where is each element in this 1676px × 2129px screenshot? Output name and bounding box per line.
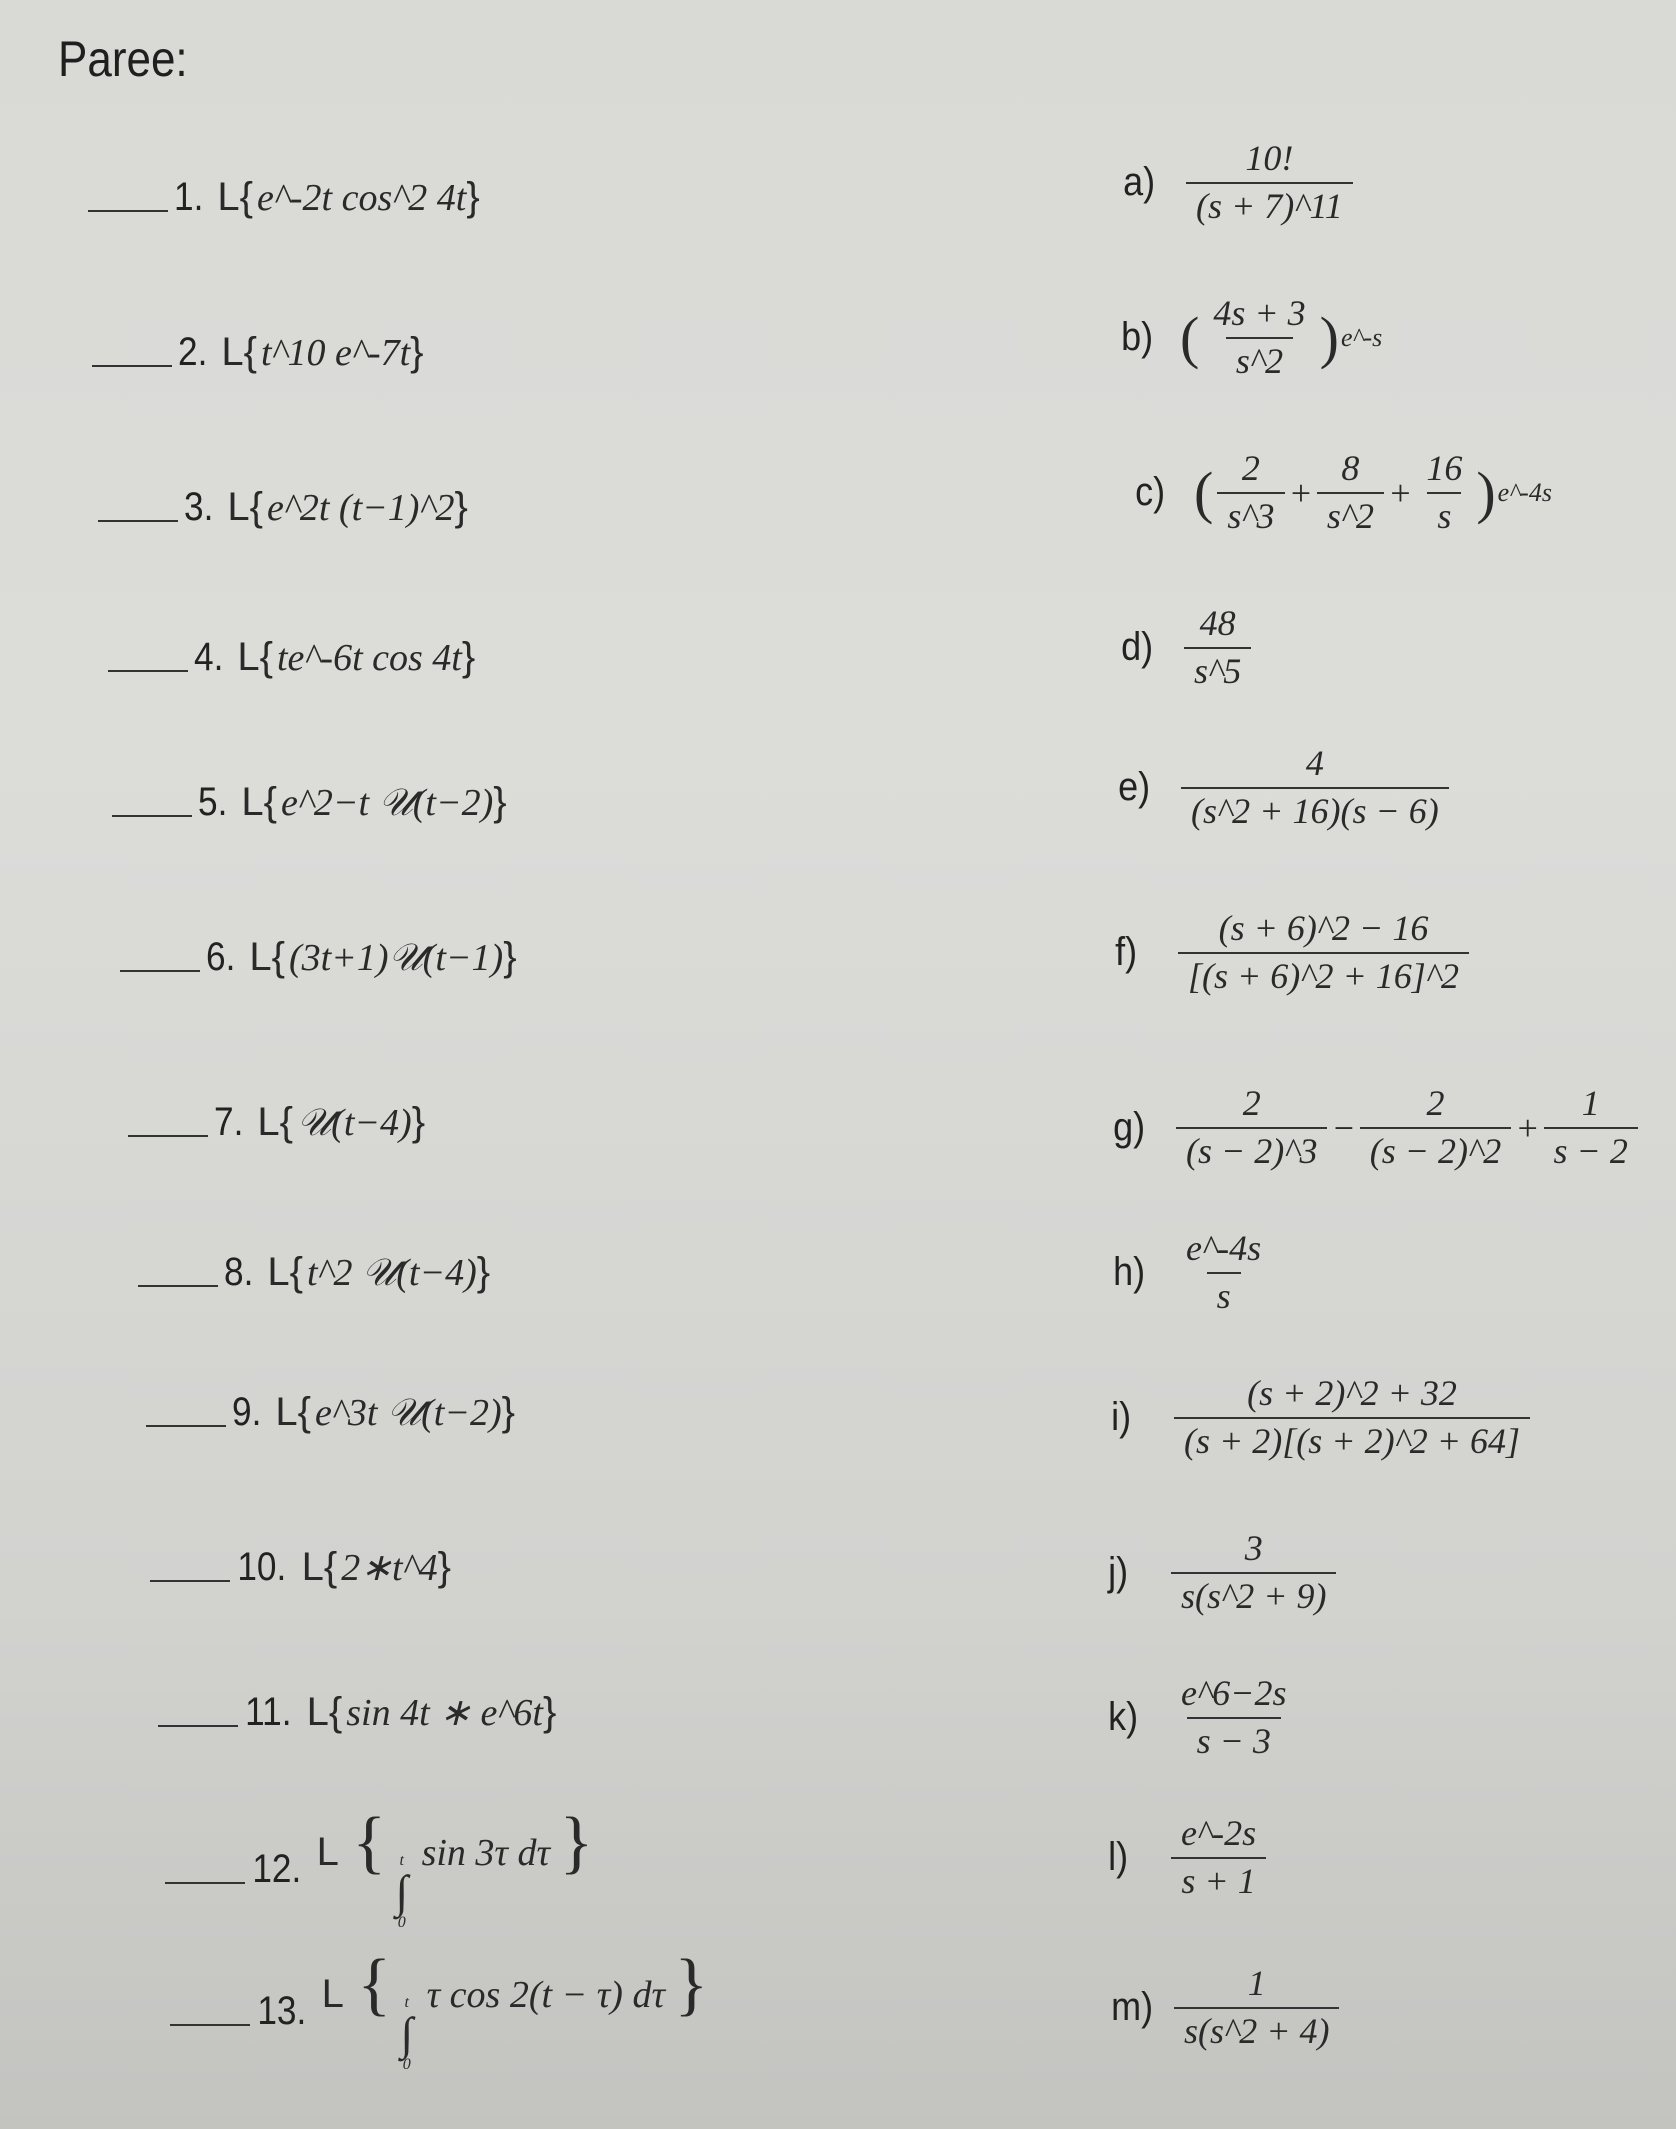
- problem-number: 11.: [245, 1690, 292, 1734]
- answer-letter: c): [1135, 470, 1166, 515]
- answer-blank-1[interactable]: [88, 184, 168, 212]
- answer-h: [1110, 1230, 1275, 1316]
- problem-expression: L{ sin 4t ∗ e^6t}: [306, 1690, 557, 1734]
- problem-11: [158, 1690, 560, 1735]
- problem-expression: L{ e^2t (t−1)^2}: [227, 485, 468, 529]
- problem-expression: L{ e^-2t cos^2 4t}: [217, 175, 480, 219]
- answer-blank-11[interactable]: [158, 1699, 238, 1727]
- fraction: $\frac{10!}{(s + 7)\^{}11}$: [1186, 140, 1353, 226]
- problem-expression: L{ e^3t 𝒰(t−2)}: [275, 1390, 515, 1434]
- problem-number: 6.: [206, 935, 236, 979]
- answer-a: [1120, 140, 1357, 226]
- problem-number: 12.: [252, 1847, 302, 1891]
- problem-expression: L{ 𝒰(t−4)}: [257, 1100, 426, 1144]
- answer-blank-6[interactable]: [120, 944, 200, 972]
- answer-blank-2[interactable]: [92, 339, 172, 367]
- fraction: $\frac{e\^{}-4s}{s}$: [1186, 1228, 1262, 1316]
- answer-blank-9[interactable]: [146, 1399, 226, 1427]
- problem-expression: L{ t^10 e^-7t}: [221, 330, 424, 374]
- problem-number: 3.: [184, 485, 214, 529]
- answer-letter: h): [1113, 1250, 1146, 1295]
- answer-letter: b): [1121, 315, 1154, 360]
- fraction: $\frac{2}{(s - 2)\^{}3}$: [1176, 1085, 1327, 1171]
- problem-expression: L { t ∫ 0 τ cos 2(t − τ) dτ }: [321, 1946, 709, 2073]
- answer-l: [1105, 1815, 1270, 1901]
- problem-expression: L{ 2∗t^4}: [301, 1545, 452, 1589]
- answer-m: [1108, 1965, 1343, 2051]
- answer-c: c) ( $\frac{2}{s\^{}3}$ + $\frac{8}{s\^{}2}$ + $\frac{16}{s}$ ) e^-4s: [1135, 448, 1552, 536]
- fraction: $\frac{2}{s\^{}3}$: [1217, 450, 1284, 536]
- problem-number: 10.: [237, 1545, 287, 1589]
- fraction: $\frac{16}{s}$: [1426, 448, 1463, 536]
- answer-blank-5[interactable]: [112, 789, 192, 817]
- fraction: $\frac{e\^{}-2s}{s + 1}$: [1171, 1815, 1266, 1901]
- fraction: $\frac{48}{s\^{}5}$: [1184, 605, 1251, 691]
- answer-j: [1105, 1530, 1340, 1616]
- problem-expression: L{ t^2 𝒰(t−4)}: [267, 1250, 491, 1294]
- problem-expression: L{ (3t+1)𝒰(t−1)}: [249, 935, 517, 979]
- answer-blank-7[interactable]: [128, 1109, 208, 1137]
- answer-f: [1112, 910, 1473, 996]
- problem-4: [108, 635, 479, 680]
- problem-7: [128, 1100, 429, 1145]
- problem-number: 2.: [178, 330, 208, 374]
- integral-sign: t ∫ 0: [400, 1994, 414, 2073]
- fraction: $\frac{3}{s(s\^{}2 + 9)}$: [1171, 1530, 1336, 1616]
- answer-blank-3[interactable]: [98, 494, 178, 522]
- fraction: $\frac{4s + 3}{s\^{}2}$: [1213, 293, 1306, 381]
- answer-b: b) ( $\frac{4s + 3}{s\^{}2}$ ) e^-s: [1121, 293, 1383, 381]
- problem-number: 1.: [174, 175, 204, 219]
- problem-expression: L{ e^2−t 𝒰(t−2)}: [241, 780, 507, 824]
- answer-letter: a): [1123, 160, 1156, 205]
- answer-blank-13[interactable]: [170, 1998, 250, 2026]
- problem-5: [112, 780, 511, 825]
- integral-sign: t ∫ 0: [395, 1852, 409, 1931]
- problem-12: [165, 1804, 594, 1931]
- close-brace: }: [674, 1946, 709, 2023]
- answer-d: [1118, 605, 1255, 691]
- answer-letter: g): [1113, 1105, 1146, 1150]
- answer-letter: k): [1108, 1695, 1139, 1740]
- open-brace: {: [357, 1946, 391, 2023]
- answer-blank-12[interactable]: [165, 1856, 245, 1884]
- problem-expression: L { t ∫ 0 sin 3τ dτ }: [316, 1804, 594, 1931]
- close-brace: }: [559, 1804, 594, 1881]
- page-heading: Paree:: [58, 31, 188, 87]
- answer-i: [1108, 1375, 1534, 1461]
- problem-13: [170, 1946, 709, 2073]
- problem-3: [98, 485, 472, 530]
- fraction: $\frac{8}{s\^{}2}$: [1317, 450, 1384, 536]
- problem-number: 7.: [214, 1100, 244, 1144]
- answer-letter: l): [1108, 1835, 1129, 1880]
- problem-9: [146, 1390, 519, 1435]
- answer-letter: i): [1111, 1395, 1132, 1440]
- answer-letter: m): [1111, 1985, 1154, 2030]
- fraction: $\frac{1}{s(s\^{}2 + 4)}$: [1174, 1965, 1339, 2051]
- problem-number: 5.: [198, 780, 228, 824]
- problem-expression: L{ te^-6t cos 4t}: [237, 635, 476, 679]
- fraction: $\frac{e\^{}6-2s}{s - 3}$: [1181, 1673, 1287, 1761]
- fraction: $\frac{2}{(s - 2)\^{}2}$: [1360, 1085, 1511, 1171]
- answer-letter: d): [1121, 625, 1154, 670]
- problem-2: [92, 330, 428, 375]
- problem-number: 8.: [224, 1250, 254, 1294]
- answer-blank-10[interactable]: [150, 1554, 230, 1582]
- problem-number: 9.: [232, 1390, 262, 1434]
- answer-blank-4[interactable]: [108, 644, 188, 672]
- answer-letter: e): [1118, 765, 1151, 810]
- open-brace: {: [352, 1804, 386, 1881]
- problem-number: 4.: [194, 635, 224, 679]
- answer-k: [1105, 1675, 1300, 1761]
- answer-g: g) $\frac{2}{(s - 2)\^{}3}$ − $\frac{2}{(s - 2)\^{}2}$ + $\frac{1}{s - 2}$: [1110, 1085, 1642, 1171]
- answer-blank-8[interactable]: [138, 1259, 218, 1287]
- problem-number: 13.: [257, 1989, 307, 2033]
- problem-10: [150, 1545, 455, 1590]
- problem-6: [120, 935, 521, 980]
- problem-1: [88, 175, 484, 220]
- fraction: $\frac{(s + 6)\^{}2 - 16}{[(s + 6)\^{}2 + 16]\^{}2}$: [1178, 910, 1469, 996]
- answer-e: [1115, 745, 1453, 831]
- fraction: $\frac{(s + 2)\^{}2 + 32}{(s + 2)[(s + 2)\^{}2 + 64]}$: [1174, 1375, 1530, 1461]
- fraction: $\frac{4}{(s\^{}2 + 16)(s - 6)}$: [1181, 745, 1449, 831]
- answer-letter: f): [1115, 930, 1138, 975]
- problem-8: [138, 1250, 494, 1295]
- answer-letter: j): [1108, 1550, 1129, 1595]
- fraction: $\frac{1}{s - 2}$: [1544, 1085, 1638, 1171]
